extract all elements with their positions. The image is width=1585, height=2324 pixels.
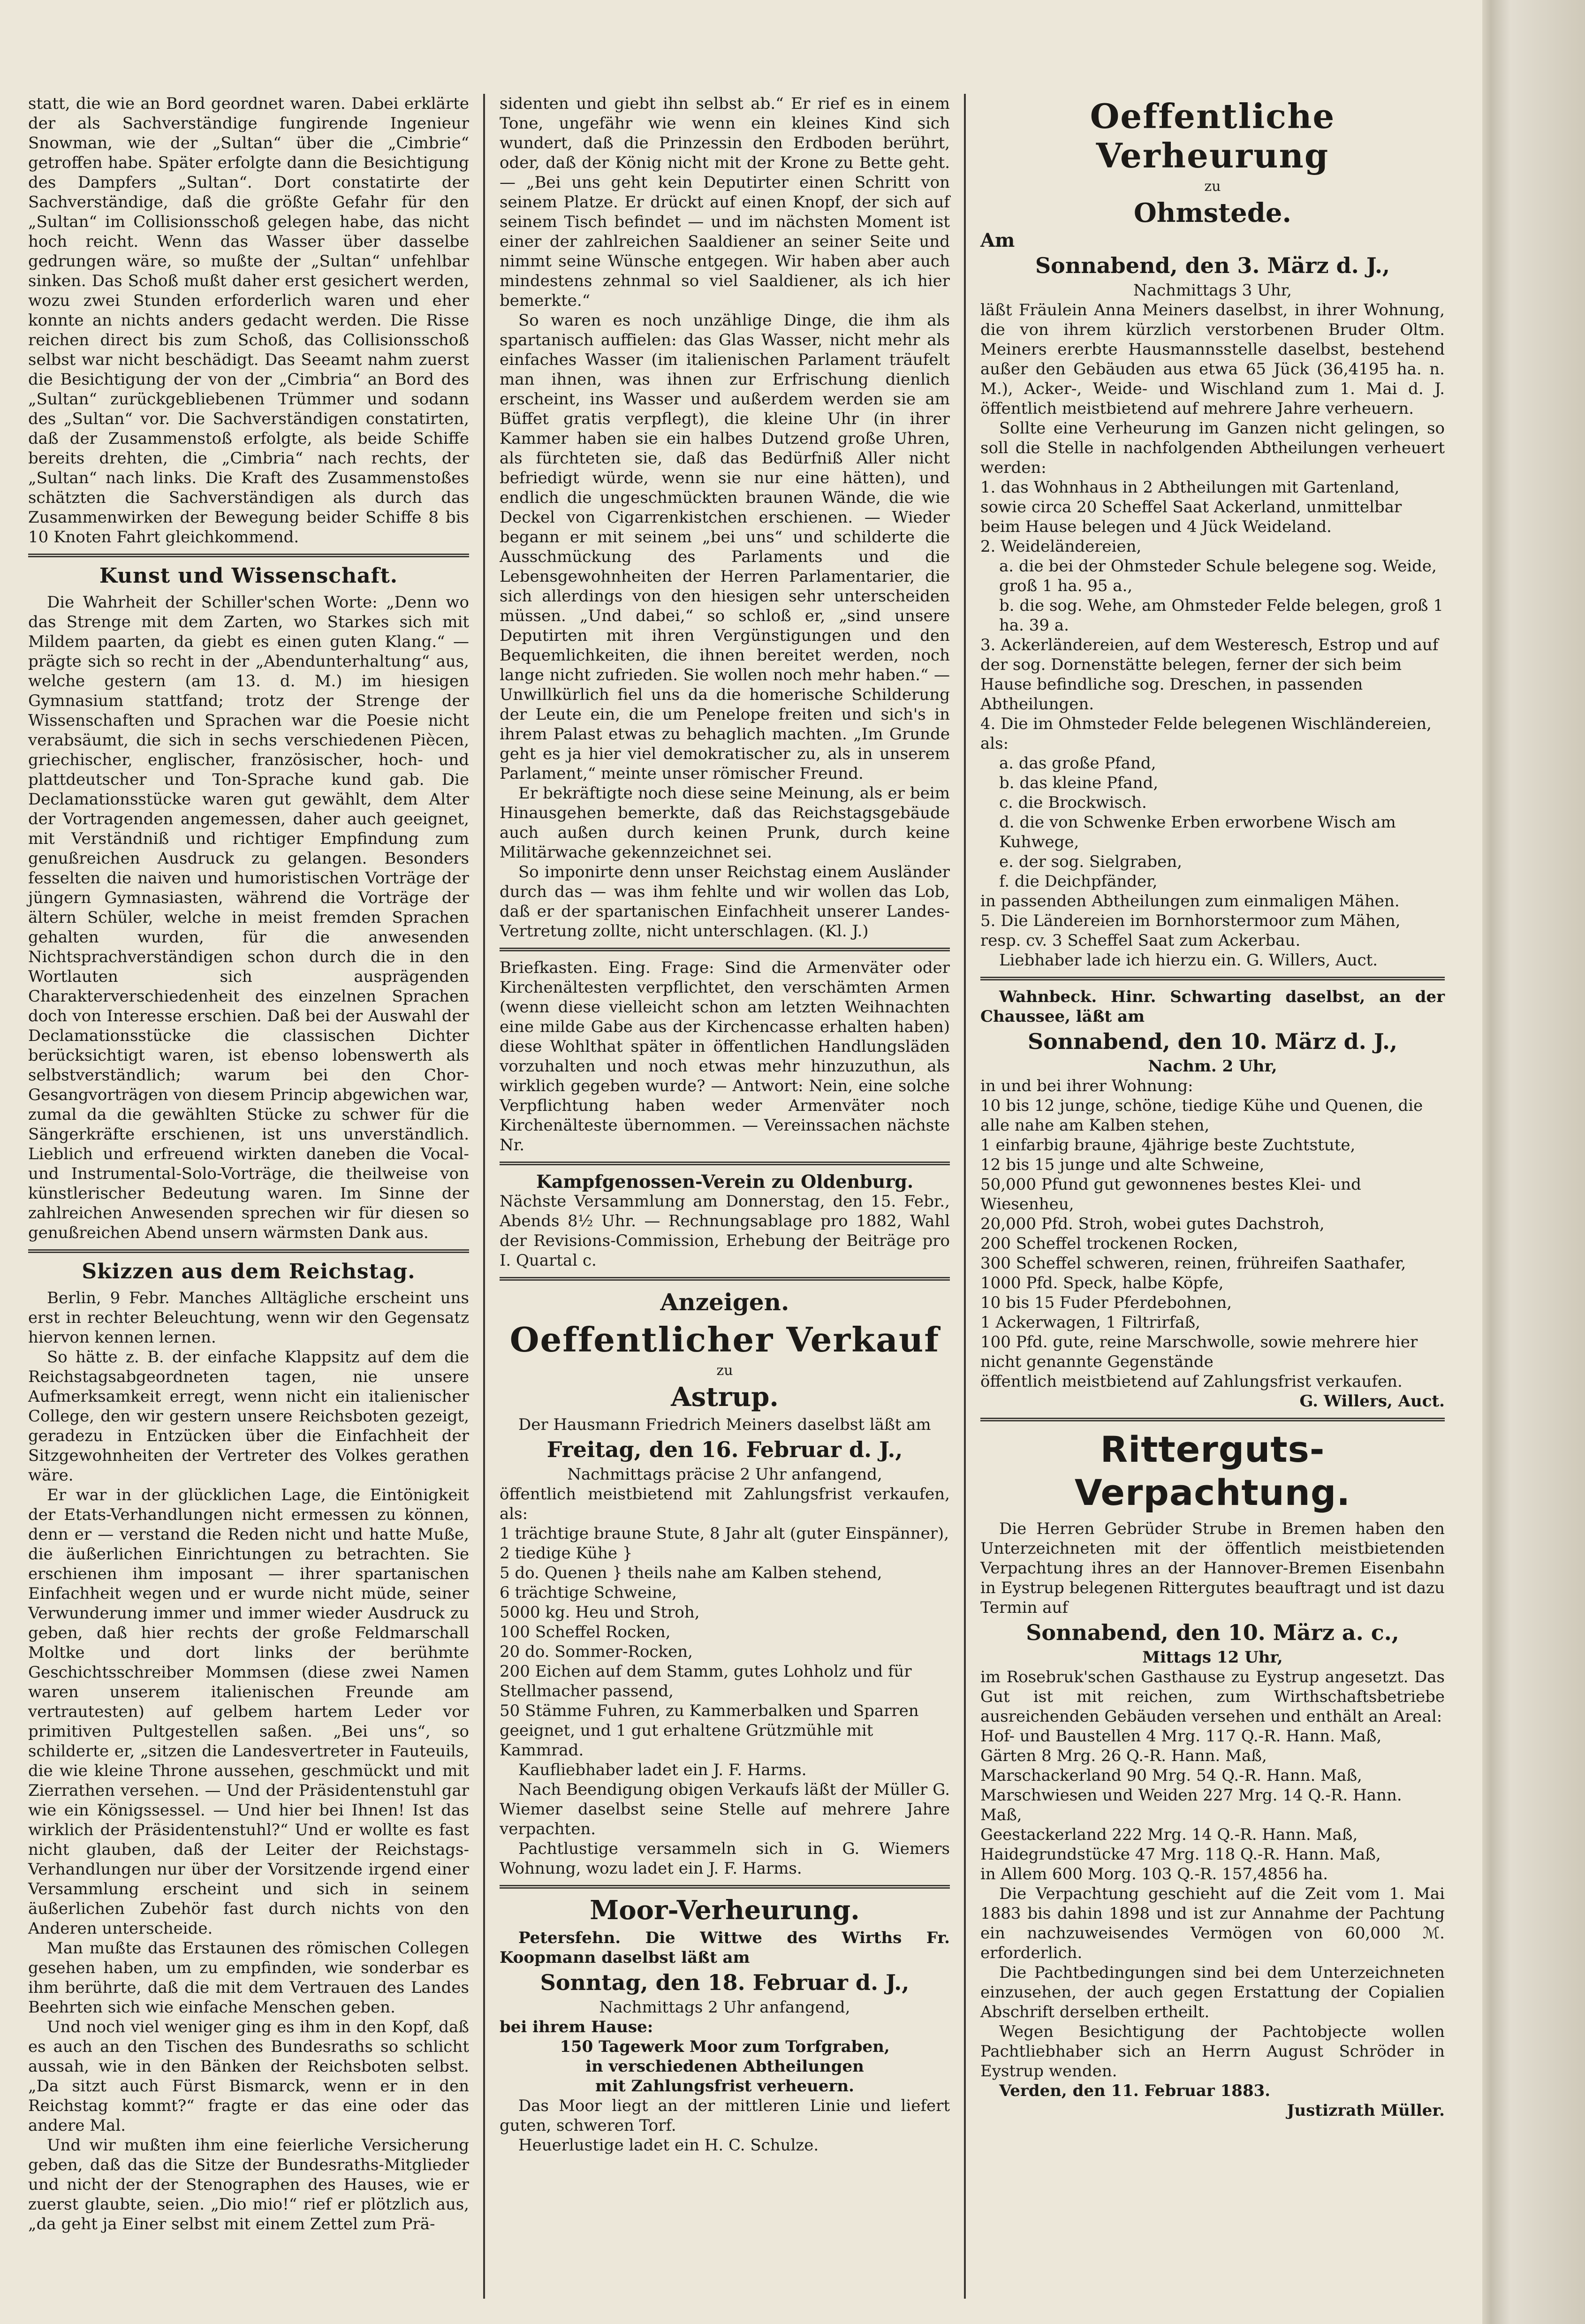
ad-ohmstede-items xyxy=(980,478,1445,950)
section-divider xyxy=(500,948,950,951)
ad-verkauf-date: Freitag, den 16. Februar d. J., xyxy=(546,1437,903,1462)
ad-verkauf-place: Astrup. xyxy=(671,1382,779,1413)
briefkasten: Briefkasten. Eing. Frage: Sind die Armenväter oder Kirchenältesten verpflichtet, den verschämten Armen (wenn diese vielleicht schon am letzten Weihnachten eine milde Gabe aus der Kirchencasse erhalten haben) diese Wohlthat später in öffentlichen Handlungsläden vorzuhalten und noch etwas mehr hinzuzuthun, als wirklich gegeben wurde? — Antwort: Nein, eine solche Verpflichtung haben weder Armenväter noch Kirchenälteste übernommen. — Vereinssachen nächste Nr. xyxy=(500,958,950,1154)
ad-ritter-paragraph: im Rosebruk'schen Gasthause zu Eystrup angesetzt. Das Gut ist mit reichen, zum Wirthschaftsbetriebe ausreichenden Gebäuden versehen und enthält an Areal: xyxy=(980,1668,1445,1726)
list-item: a. die bei der Ohmsteder Schule belegene sog. Weide, groß 1 ha. 95 a., xyxy=(999,557,1437,595)
ad-ohmstede-title: Oeffentliche Verheurung xyxy=(1090,96,1335,175)
ad-ritter-paragraph: Wegen Besichtigung der Pachtobjecte wollen Pachtliebhaber sich an Herrn August Schröder in Eystrup wenden. xyxy=(980,2022,1445,2081)
list-item: Hof- und Baustellen 4 Mrg. 117 Q.-R. Hann. Maß, xyxy=(980,1727,1382,1746)
list-item: d. die von Schwenke Erben erworbene Wisch am Kuhwege, xyxy=(999,813,1396,851)
list-item: 200 Eichen auf dem Stamm, gutes Lohholz und für Stellmacher passend, xyxy=(500,1662,912,1701)
ad-moor-place: bei ihrem Hause: xyxy=(500,2018,653,2036)
article-paragraph: Er bekräftigte noch diese seine Meinung, als er beim Hinausgehen bemerkte, daß das Reichstagsgebäude auch außen durch keinen Prunk, durch keine Militärwache gekennzeichnet sei. xyxy=(500,784,950,862)
ad-moor-time: Nachmittags 2 Uhr anfangend, xyxy=(599,1998,850,2017)
ad-ritter-paragraph: Die Verpachtung geschieht auf die Zeit vom 1. Mai 1883 bis dahin 1898 und ist zur Annahme der Pachtung ein nachzuweisendes Vermögen von 60,000 ℳ. erforderlich. xyxy=(980,1884,1445,1962)
list-item: b. die sog. Wehe, am Ohmsteder Felde belegen, groß 1 ha. 39 a. xyxy=(999,596,1444,635)
section-divider xyxy=(500,1885,950,1889)
list-item: 100 Scheffel Rocken, xyxy=(500,1623,671,1641)
list-item: a. das große Pfand, xyxy=(999,754,1156,773)
ad-ritter-paragraph: Die Herren Gebrüder Strube in Bremen haben den Unterzeichneten mit der öffentlich meistbietenden Verpachtung ihres an der Hannover-Bremen Eisenbahn in Eystrup belegenen Rittergutes beauftragt und ist dazu Termin auf xyxy=(980,1519,1445,1617)
column-2 xyxy=(500,94,950,2155)
ad-wahnbeck-intro: Wahnbeck. Hinr. Schwarting daselbst, an der Chaussee, läßt am xyxy=(980,987,1445,1026)
list-item: c. die Brockwisch. xyxy=(999,793,1147,812)
column-3 xyxy=(980,94,1445,2120)
ad-ritter-time: Mittags 12 Uhr, xyxy=(1142,1648,1283,1667)
kampfgenossen-heading: Kampfgenossen-Verein zu Oldenburg. xyxy=(536,1171,914,1192)
list-item: 2 tiedige Kühe } xyxy=(500,1544,633,1563)
list-item: 5. Die Ländereien im Bornhorstermoor zum Mähen, resp. cv. 3 Scheffel Saat zum Ackerbau. xyxy=(980,911,1401,950)
list-item: 1 Ackerwagen, 1 Filtrirfaß, xyxy=(980,1313,1200,1332)
ad-ritter-place-date: Verden, den 11. Februar 1883. xyxy=(999,2081,1271,2100)
article-paragraph: So imponirte denn unser Reichstag einem Ausländer durch das — was ihm fehlte und wir wollen das Lob, daß er der spartanischen Einfachheit unserer Landes-Vertretung zollte, nicht unterschlagen. (Kl. J.) xyxy=(500,863,950,941)
ad-moor-title: Moor-Verheurung. xyxy=(590,1895,860,1926)
ad-ohmstede-date: Sonnabend, den 3. März d. J., xyxy=(1035,253,1390,278)
section-divider xyxy=(980,1418,1445,1421)
article-paragraph: Er war in der glücklichen Lage, die Eintönigkeit der Etats-Verhandlungen nicht ermessen zu können, denn er — verstand die Reden nicht und hatte Muße, die äußerlichen Einrichtungen zu betrachten. Sie erschienen ihm imposant — ihrer spartanischen Einfachheit wegen und er wurde nicht müde, seiner Verwunderung immer und immer wieder Ausdruck zu geben, daß hier rechts der große Feldmarschall Moltke und dort links der berühmte Geschichtsschreiber Mommsen (diese zwei Namen waren unserem italienischen Freunde am vertrautesten) auf gelbem hartem Leder vor primitiven Pultgestellen saßen. „Bei uns“, so schilderte er, „sitzen die Landesvertreter in Fauteuils, die wie kleine Throne aussehen, geschmückt und mit Zierrathen versehen. — Und der Präsidentenstuhl gar wie ein Königssessel. — Und hier bei Ihnen! Ist das wirklich der Präsidentenstuhl?“ Und er wollte es fast nicht glauben, daß der Leiter der Reichstags-Verhandlungen nur über der Vorsitzende irgend einer Versammlung erscheint und sich in seinem äußerlichen Zubehör fast durch nichts von den Anderen unterscheide. xyxy=(28,1486,469,1938)
section-divider xyxy=(500,1277,950,1281)
list-item: 5000 kg. Heu und Stroh, xyxy=(500,1603,700,1622)
list-item: b. das kleine Pfand, xyxy=(999,774,1159,792)
list-item: 4. Die im Ohmsteder Felde belegenen Wischländereien, als: xyxy=(980,714,1432,753)
article-paragraph: Und wir mußten ihm eine feierliche Versicherung geben, daß das die Sitze der Bundesraths-Mitglieder und nicht der der Stenographen des Hauses, wie er zuerst glaubte, seien. „Dio mio!“ rief er plötzlich aus, „da geht ja Einer selbst mit einem Zettel zum Prä- xyxy=(28,2136,469,2233)
article-paragraph: So waren es noch unzählige Dinge, die ihm als spartanisch auffielen: das Glas Wasser, nicht mehr als einfaches Wasser (im italienischen Parlament träufelt man ihnen, was ihnen zur Erfrischung dienlich erscheint, ins Wasser und außerdem werden sie am Büffet gratis verpflegt), die kleine Uhr (in ihrer Kammer haben sie ein halbes Dutzend große Uhren, als fürchteten sie, daß das Bedürfniß Aller nicht befriedigt würde, wenn sie nur eine hätten), und endlich die ungeschmückten braunen Wände, die wie Deckel von Cigarrenkistchen erschienen. — Wieder begann er mit seinem „bei uns“ und schilderte die Ausschmückung des Parlaments und die Lebensgewohnheiten der Herren Parlamentarier, die sich allerdings von den hiesigen sehr unterscheiden müssen. „Und dabei,“ so schloß er, „sind unsere Deputirten mit ihren Vergünstigungen und den Bequemlichkeiten, die ihnen bereitet werden, noch lange nicht zufrieden. Sie wollen noch mehr haben.“ — Unwillkürlich fiel uns da die homerische Schilderung der Leute ein, die um Penelope freiten und sich's in ihrem Palast etwas zu behaglich machten. „Im Grunde geht es ja hier viel demokratischer zu, als in unserem Parlament,“ meinte unser römischer Freund. xyxy=(500,311,950,783)
list-item: Marschwiesen und Weiden 227 Mrg. 14 Q.-R. Hann. Maß, xyxy=(980,1786,1402,1824)
list-item: Marschackerland 90 Mrg. 54 Q.-R. Hann. Maß, xyxy=(980,1766,1362,1785)
ad-ohmstede-signature: Liebhaber lade ich hierzu ein. G. Willers, Auct. xyxy=(999,951,1378,970)
ad-moor-intro: Petersfehn. Die Wittwe des Wirths Fr. Koopmann daselbst läßt am xyxy=(500,1929,950,1967)
ad-ohmstede-zu: zu xyxy=(1204,178,1221,195)
ad-ohmstede-place: Ohmstede. xyxy=(1133,197,1292,228)
ad-moor-item: 150 Tagewerk Moor zum Torfgraben, xyxy=(560,2037,890,2056)
article-paragraph: So hätte z. B. der einfache Klappsitz auf dem die Reichstagsabgeordneten tagen, nie unsere Aufmerksamkeit erregt, wenn nicht ein italienischer College, den wir gestern unsere Reichsboten gezeigt, geradezu in Entzücken über die Einfachheit der Sitzgewohnheiten der Vertreter des Volkes gerathen wäre. xyxy=(28,1348,469,1485)
ad-verkauf-time: Nachmittags präcise 2 Uhr anfangend, xyxy=(567,1465,882,1484)
list-item: 10 bis 15 Fuder Pferdebohnen, xyxy=(980,1293,1232,1312)
ad-ohmstede-am: Am xyxy=(980,229,1015,251)
list-item: 1000 Pfd. Speck, halbe Köpfe, xyxy=(980,1274,1224,1292)
ad-wahnbeck-date: Sonnabend, den 10. März d. J., xyxy=(1027,1029,1398,1054)
list-item: 2. Weideländereien, xyxy=(980,537,1142,556)
list-item: 50 Stämme Fuhren, zu Kammerbalken und Sparren geeignet, und 1 gut erhaltene Grützmühle mit Kammrad. xyxy=(500,1701,919,1760)
list-item: 10 bis 12 junge, schöne, tiedige Kühe und Quenen, die alle nahe am Kalben stehen, xyxy=(980,1096,1423,1135)
ad-moor-item: mit Zahlungsfrist verheuern. xyxy=(595,2077,854,2096)
ad-ritter-areal xyxy=(980,1726,1445,1884)
ad-moor-date: Sonntag, den 18. Februar d. J., xyxy=(540,1970,910,1995)
ad-ritter-title: Ritterguts-Verpachtung. xyxy=(1074,1428,1351,1513)
section-divider xyxy=(28,1249,469,1253)
ad-verkauf-terms: öffentlich meistbietend mit Zahlungsfrist verkaufen, als: xyxy=(500,1485,950,1523)
list-item: Haidegrundstücke 47 Mrg. 118 Q.-R. Hann. Maß, xyxy=(980,1845,1381,1864)
list-item: e. der sog. Sielgraben, xyxy=(999,852,1183,871)
article-paragraph: Man mußte das Erstaunen des römischen Collegen gesehen haben, um zu empfinden, wie sonderbar es ihm berührte, daß die mit dem Vertrauen des Landes Beehrten sich wie einfache Menschen geben. xyxy=(28,1939,469,2017)
ad-verkauf-signature: Pachtlustige versammeln sich in G. Wiemers Wohnung, wozu ladet ein J. F. Harms. xyxy=(500,1839,950,1878)
kampfgenossen-notice: Nächste Versammlung am Donnerstag, den 15. Febr., Abends 8½ Uhr. — Rechnungsablage pro 1882, Wahl der Revisions-Commission, Erhebung der Beiträge pro I. Quartal c. xyxy=(500,1192,950,1270)
ad-moor-text: Das Moor liegt an der mittleren Linie und liefert guten, schweren Torf. xyxy=(500,2096,950,2135)
ad-wahnbeck-signature: G. Willers, Auct. xyxy=(1299,1392,1445,1411)
ad-verkauf-zu: zu xyxy=(716,1362,733,1379)
ad-wahnbeck-terms: öffentlich meistbietend auf Zahlungsfrist verkaufen. xyxy=(980,1372,1403,1391)
ad-wahnbeck-place: in und bei ihrer Wohnung: xyxy=(980,1077,1193,1095)
page-edge xyxy=(1482,0,1585,2324)
article-kunst: Die Wahrheit der Schiller'schen Worte: „Denn wo das Strenge mit dem Zarten, wo Starkes sich mit Mildem paarten, da giebt es einen guten Klang.“ — prägte sich so recht in der „Abendunterhaltung“ aus, welche gestern (am 13. d. M.) im hiesigen Gymnasium stattfand; trotz der Strenge der Wissenschaften und Sprachen war die Poesie nicht verabsäumt, die sich in sechs verschiedenen Piècen, griechischer, englischer, französischer, hoch- und plattdeutscher und Ton-Sprache kund gab. Die Declamationsstücke waren gut gewählt, dem Alter der Vortragenden angemessen, daher auch geeignet, mit Verständniß und richtiger Empfindung zum genußreichen Ausdruck zu gelangen. Besonders fesselten die naiven und humoristischen Vorträge der jüngern Gymnasiasten, während die Vorträge der ältern Schüler, welche in meist fremden Sprachen gehalten wurden, für die anwesenden Nichtsprachverständigen schon durch die in den Wortlauten sich ausprägenden Charakterverschiedenheit des einzelnen Sprachen doch von Interesse erschien. Daß bei der Auswahl der Declamationsstücke die classischen Dichter berücksichtigt waren, ist ebenso lobenswerth als selbstverständlich; warum bei den Chor-Gesangvorträgen von diesem Princip abgewichen war, zumal da die gewählten Stücke zu schwer für die Sängerkräfte erschienen, ist uns unverständlich. Lieblich und erfreuend wirkten daneben die Vocal- und Instrumental-Solo-Vorträge, die theilweise von künstlerischer Bedeutung waren. Im Sinne der zahlreichen Anwesenden sprechen wir für diesen so genußreichen Abend unsern wärmsten Dank aus. xyxy=(28,593,469,1242)
ad-verkauf-title: Oeffentlicher Verkauf xyxy=(509,1320,940,1359)
section-heading-skizzen: Skizzen aus dem Reichstag. xyxy=(82,1260,416,1284)
ad-ohmstede-text: Sollte eine Verheurung im Ganzen nicht gelingen, so soll die Stelle in nachfolgenden Abtheilungen verheuert werden: xyxy=(980,419,1445,477)
section-divider xyxy=(980,977,1445,980)
list-item: in passenden Abtheilungen zum einmaligen Mähen. xyxy=(980,892,1400,911)
ad-verkauf-intro: Der Hausmann Friedrich Meiners daselbst läßt am xyxy=(518,1415,931,1434)
column-rule-1 xyxy=(483,94,485,2299)
column-1 xyxy=(28,94,469,2234)
list-item: 300 Scheffel schweren, reinen, frühreifen Saathafer, xyxy=(980,1254,1406,1273)
ad-verkauf-signature: Kaufliebhaber ladet ein J. F. Harms. xyxy=(518,1761,807,1779)
ad-verkauf-paragraph: Nach Beendigung obigen Verkaufs läßt der Müller G. Wiemer daselbst seine Stelle auf mehrere Jahre verpachten. xyxy=(500,1780,950,1838)
list-item: 12 bis 15 junge und alte Schweine, xyxy=(980,1155,1265,1174)
ad-ritter-date: Sonnabend, den 10. März a. c., xyxy=(1026,1620,1399,1645)
ad-ritter-signature: Justizrath Müller. xyxy=(1287,2101,1445,2120)
list-item: 50,000 Pfund gut gewonnenes bestes Klei- und Wiesenheu, xyxy=(980,1175,1361,1214)
anzeigen-heading: Anzeigen. xyxy=(660,1288,789,1316)
list-item: 1 trächtige braune Stute, 8 Jahr alt (guter Einspänner), xyxy=(500,1524,949,1543)
list-item: 1. das Wohnhaus in 2 Abtheilungen mit Gartenland, sowie circa 20 Scheffel Saat Ackerland, unmittelbar beim Hause belegen und 4 Jück Weideland. xyxy=(980,478,1402,536)
column-rule-2 xyxy=(964,94,966,2299)
article-paragraph: Und noch viel weniger ging es ihm in den Kopf, daß es auch an den Tischen des Bundesraths so schlicht aussah, wie in den Bänken der Reichsboten selbst. „Da sitzt auch Fürst Bismarck, wenn er in den Reichstag kommt?“ fragte er das eine oder das andere Mal. xyxy=(28,2018,469,2135)
ad-wahnbeck-time: Nachm. 2 Uhr, xyxy=(1148,1057,1277,1076)
list-item: 100 Pfd. gute, reine Marschwolle, sowie mehrere hier nicht genannte Gegenstände xyxy=(980,1333,1418,1371)
ad-ohmstede-time: Nachmittags 3 Uhr, xyxy=(1133,281,1292,300)
article-paragraph: sidenten und giebt ihn selbst ab.“ Er rief es in einem Tone, ungefähr wie wenn ein kleines Kind sich wundert, daß die Prinzessin den Erdboden berührt, oder, daß der König nicht mit der Krone zu Bette geht. — „Bei uns geht kein Deputirter einen Schritt von seinem Platze. Er drückt auf einen Knopf, der sich auf seinem Tisch befindet — und im nächsten Moment ist einer der zahlreichen Saaldiener an seiner Seite und nimmt seine Wünsche entgegen. Wir haben aber auch mindestens zehnmal so viel Saaldiener, als ich hier bemerkte.“ xyxy=(500,94,950,310)
ad-verkauf-items xyxy=(500,1524,950,1760)
list-item: Geestackerland 222 Mrg. 14 Q.-R. Hann. Maß, xyxy=(980,1825,1358,1844)
list-item: 3. Ackerländereien, auf dem Westeresch, Estrop und auf der sog. Dornenstätte belegen, ferner der sich beim Hause befindliche sog. Dreschen, in passenden Abtheilungen. xyxy=(980,636,1439,714)
ad-wahnbeck-items xyxy=(980,1096,1445,1372)
list-item: f. die Deichpfänder, xyxy=(999,872,1158,891)
section-divider xyxy=(28,554,469,557)
article-continuation: statt, die wie an Bord geordnet waren. Dabei erklärte der als Sachverständige fungirende Ingenieur Snowman, wie der „Sultan“ über die „Cimbrie“ getroffen habe. Später erfolgte dann die Besichtigung des Dampfers „Sultan“. Dort constatirte der Sachverständige, daß die größte Gefahr für den „Sultan“ im Collisionsschoß gelegen habe, das nicht hoch reicht. Wenn das Wasser über dasselbe gedrungen wäre, so mußte der „Sultan“ unfehlbar sinken. Das Schoß mußt daher erst gesichert werden, wozu zwei Stunden erforderlich waren und eher konnte an nichts anders gedacht werden. Die Risse reichen direct bis zum Schoß, das Collisionsschoß selbst war nicht beschädigt. Das Seeamt nahm zuerst die Besichtigung der von der „Cimbria“ an Bord des „Sultan“ zurückgebliebenen Trümmer und sodann des „Sultan“ vor. Die Sachverständigen constatirten, daß der Zusammenstoß erfolgte, als beide Schiffe bereits drehten, die „Cimbria“ nach rechts, der „Sultan“ nach links. Die Kraft des Zusammenstoßes schätzten die Sachverständigen als durch das Zusammenwirken der Bewegung beider Schiffe 8 bis 10 Knoten Fahrt gleichkommend. xyxy=(28,94,469,547)
section-heading-kunst: Kunst und Wissenschaft. xyxy=(99,564,398,588)
list-item: 20,000 Pfd. Stroh, wobei gutes Dachstroh, xyxy=(980,1215,1325,1233)
ad-ohmstede-text: läßt Fräulein Anna Meiners daselbst, in ihrer Wohnung, die von ihrem kürzlich verstorbenen Bruder Oltm. Meiners ererbte Hausmannsstelle daselbst, bestehend außer den Gebäuden aus etwa 65 Jück (36,4195 ha. n. M.), Acker-, Weide- und Wischland zum 1. Mai d. J. öffentlich meistbietend auf mehrere Jahre verheuern. xyxy=(980,301,1445,418)
list-item: 1 einfarbig braune, 4jährige beste Zuchtstute, xyxy=(980,1136,1356,1154)
list-item: 6 trächtige Schweine, xyxy=(500,1583,677,1602)
list-item: 20 do. Sommer-Rocken, xyxy=(500,1642,693,1661)
ad-ritter-paragraph: Die Pachtbedingungen sind bei dem Unterzeichneten einzusehen, der auch gegen Erstattung der Copialien Abschrift derselben ertheilt. xyxy=(980,1963,1445,2021)
list-item: Gärten 8 Mrg. 26 Q.-R. Hann. Maß, xyxy=(980,1747,1267,1765)
article-paragraph: Berlin, 9 Febr. Manches Alltägliche erscheint uns erst in rechter Beleuchtung, wenn wir den Gegensatz hiervon kennen lernen. xyxy=(28,1289,469,1347)
list-item: 5 do. Quenen } theils nahe am Kalben stehend, xyxy=(500,1564,882,1582)
section-divider xyxy=(500,1162,950,1165)
list-item: in Allem 600 Morg. 103 Q.-R. 157,4856 ha. xyxy=(980,1865,1328,1884)
list-item: 200 Scheffel trockenen Rocken, xyxy=(980,1234,1238,1253)
ad-moor-signature: Heuerlustige ladet ein H. C. Schulze. xyxy=(518,2136,819,2155)
ad-moor-item: in verschiedenen Abtheilungen xyxy=(585,2057,864,2076)
